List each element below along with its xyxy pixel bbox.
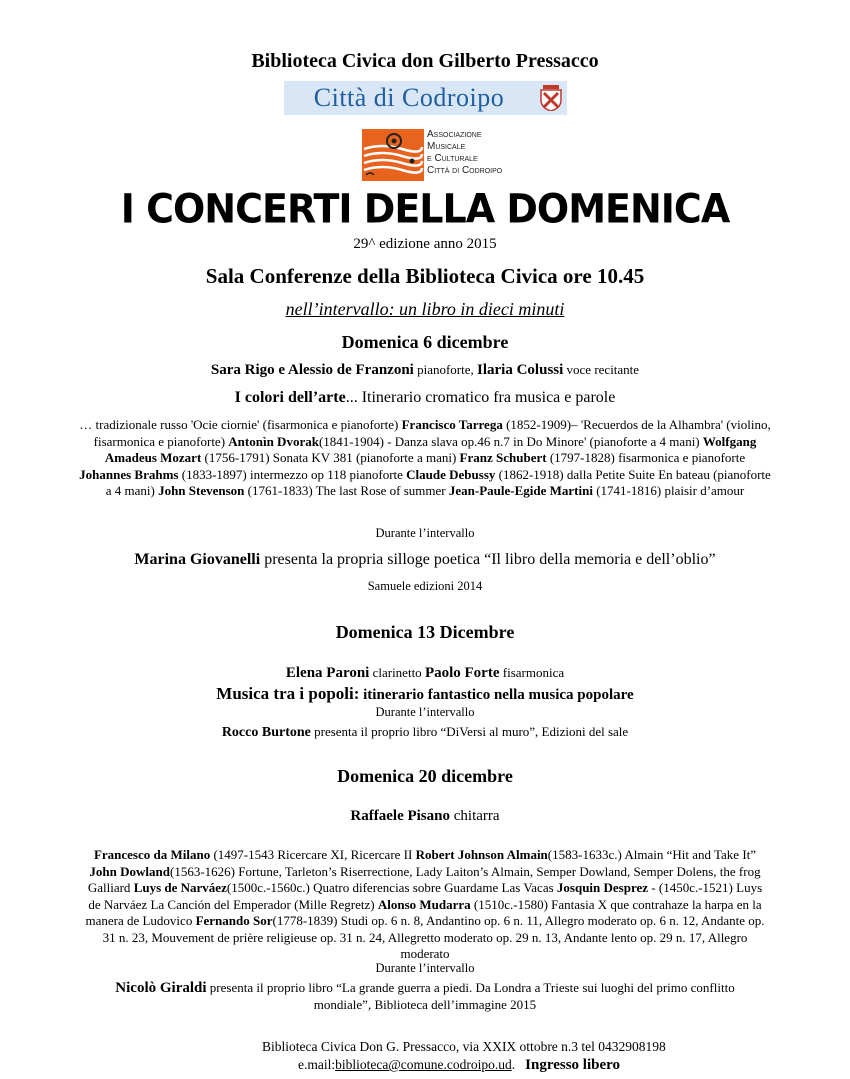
association-logo-icon <box>362 129 424 181</box>
program-text: - (1450c.-1521) Luys de Narváez La Canción del Emperador (Mille Regretz) <box>88 880 763 912</box>
author-name: Marina Giovanelli <box>134 551 261 568</box>
concert3-book <box>100 980 750 1013</box>
author-name: Nicolò Giraldi <box>115 980 207 996</box>
author-name: Rocco Burtone <box>221 725 311 740</box>
program-text: (1841-1904) - Danza slava op.46 n.7 in Do Minore' (pianoforte a 4 mani) <box>318 433 703 449</box>
concert1-program <box>78 417 772 500</box>
composer-name: Wolfgang Amadeus Mozart <box>104 433 757 465</box>
program-text: (1756-1791) Sonata KV 381 (pianoforte a mani) <box>201 450 460 465</box>
assoc-line: e Culturale <box>427 153 478 164</box>
instrument: clarinetto <box>369 665 425 680</box>
concert1-publisher: Samuele edizioni 2014 <box>367 579 483 593</box>
concert1-day: Domenica 6 dicembre <box>341 332 509 352</box>
concert3-performers <box>0 808 850 825</box>
footer-contact <box>298 1057 620 1074</box>
theme-title: I colori dell’arte <box>234 389 346 406</box>
program-text: (1741-1816) plaisir d’amour <box>592 483 745 498</box>
email-after: . <box>511 1057 516 1072</box>
instrument: voce recitante <box>563 362 640 377</box>
composer-name: Josquin Desprez <box>556 880 649 895</box>
performer: Elena Paroni <box>285 665 370 681</box>
program-text: (1500c.-1560c.) Quatro diferencias sobre Guardame Las Vacas <box>226 880 557 895</box>
concert3-during: Durante l’intervallo <box>375 961 475 975</box>
program-text: (1761-1833) The last Rose of summer <box>244 483 449 498</box>
composer-name: Johannes Brahms <box>79 466 179 482</box>
performer: Raffaele Pisano <box>350 808 450 824</box>
composer-name: Alonso Mudarra <box>377 896 471 912</box>
program-text: (1833-1897) intermezzo op 118 pianoforte <box>178 466 407 482</box>
instrument: fisarmonica <box>499 665 565 680</box>
composer-name: Franz Schubert <box>459 450 547 465</box>
composer-name: Robert Johnson Almain <box>415 847 548 862</box>
instrument: chitarra <box>450 808 500 824</box>
main-title: I CONCERTI DELLA DOMENICA <box>120 185 730 233</box>
composer-name: John Stevenson <box>158 483 245 498</box>
assoc-line: Musicale <box>427 141 466 152</box>
performer: Paolo Forte <box>424 665 500 681</box>
program-text: … tradizionale russo 'Ocie ciornie' (fisarmonica e pianoforte) <box>79 417 402 432</box>
composer-name: Luys de Narváez <box>133 880 227 895</box>
performer: Ilaria Colussi <box>477 362 564 378</box>
concert2-book <box>0 724 850 741</box>
concert2-day: Domenica 13 Dicembre <box>335 622 515 642</box>
performer: Sara Rigo e Alessio de Franzoni <box>210 362 414 378</box>
assoc-line: Città di Codroipo <box>427 165 503 176</box>
concert1-book <box>0 551 850 569</box>
composer-name: Claude Debussy <box>406 466 496 482</box>
composer-name: Francisco Tarrega <box>401 417 503 432</box>
program-text: (1563-1626) Fortune, Tarleton’s Riserrectione, Lady Laiton’s Almain, Semper Dowland, Semper Dolens, the frog Galliard <box>87 863 761 895</box>
footer-address: Biblioteca Civica Don G. Pressacco, via XXIX ottobre n.3 tel 0432908198 <box>262 1039 666 1054</box>
email-label: e.mail: <box>298 1057 336 1072</box>
interval-note: nell’intervallo: un libro in dieci minuti <box>285 299 565 319</box>
book-description: presenta il proprio libro “La grande guerra a piedi. Da Londra a Trieste sui luoghi del primo conflitto mondiale”, Biblioteca dell’immagine 2015 <box>206 980 735 1012</box>
concert1-during: Durante l’intervallo <box>375 526 475 540</box>
free-entry: Ingresso libero <box>525 1057 621 1073</box>
library-title: Biblioteca Civica don Gilberto Pressacco <box>251 50 599 72</box>
theme-subtitle: ... Itinerario cromatico fra musica e parole <box>345 389 616 406</box>
association-name <box>427 129 502 177</box>
composer-name: Jean-Paule-Egide Martini <box>448 483 593 498</box>
composer-name: John Dowland <box>89 863 170 879</box>
city-name: Città di Codroipo <box>313 83 505 112</box>
concert3-program <box>82 847 768 963</box>
composer-name: Fernando Sor <box>195 913 273 928</box>
concert3-day: Domenica 20 dicembre <box>337 766 513 786</box>
concert1-performers <box>0 362 850 379</box>
concert2-during: Durante l’intervallo <box>375 705 475 719</box>
program-text: (1497-1543 Ricercare XI, Ricercare II <box>210 847 416 862</box>
concert1-theme <box>0 389 850 407</box>
program-text: (1583-1633c.) Almain “Hit and Take It” <box>547 847 757 862</box>
program-text: (1862-1918) dalla Petite Suite En bateau (pianoforte a 4 mani) <box>105 466 771 498</box>
instrument: pianoforte, <box>413 362 478 377</box>
program-text: (1797-1828) fisarmonica e pianoforte <box>546 450 746 465</box>
email-link[interactable]: biblioteca@comune.codroipo.ud <box>335 1057 512 1072</box>
venue: Sala Conferenze della Biblioteca Civica ore 10.45 <box>205 264 645 288</box>
theme-subtitle: itinerario fantastico nella musica popolare <box>359 687 634 703</box>
concert2-theme <box>0 684 850 704</box>
edition: 29^ edizione anno 2015 <box>353 236 497 252</box>
composer-name: Antonìn Dvorak <box>228 433 319 449</box>
concert2-performers <box>0 665 850 682</box>
book-description: presenta la propria silloge poetica “Il libro della memoria e dell’oblio” <box>260 551 716 568</box>
assoc-line: Associazione <box>427 129 482 140</box>
book-description: presenta il proprio libro “DiVersi al muro”, Edizioni del sale <box>310 724 629 739</box>
program-text: (1852-1909)– 'Recuerdos de la Alhambra' (violino, fisarmonica e pianoforte) <box>93 417 771 449</box>
composer-name: Francesco da Milano <box>93 847 211 862</box>
city-crest-icon <box>539 85 563 111</box>
theme-title: Musica tra i popoli: <box>216 684 360 703</box>
city-banner <box>284 81 567 115</box>
program-text: (1510c.-1580) Fantasia X que contrahaze la harpa en la manera de Ludovico <box>85 896 762 928</box>
program-text: (1778-1839) Studi op. 6 n. 8, Andantino op. 6 n. 11, Allegro moderato op. 6 n. 12, Andante op. 31 n. 23, Mouvement de prière religieuse op. 31 n. 24, Allegretto moderato op. 29 n. 13, Andante lento op. 29 n. 17, Allegro moderato <box>102 913 765 961</box>
